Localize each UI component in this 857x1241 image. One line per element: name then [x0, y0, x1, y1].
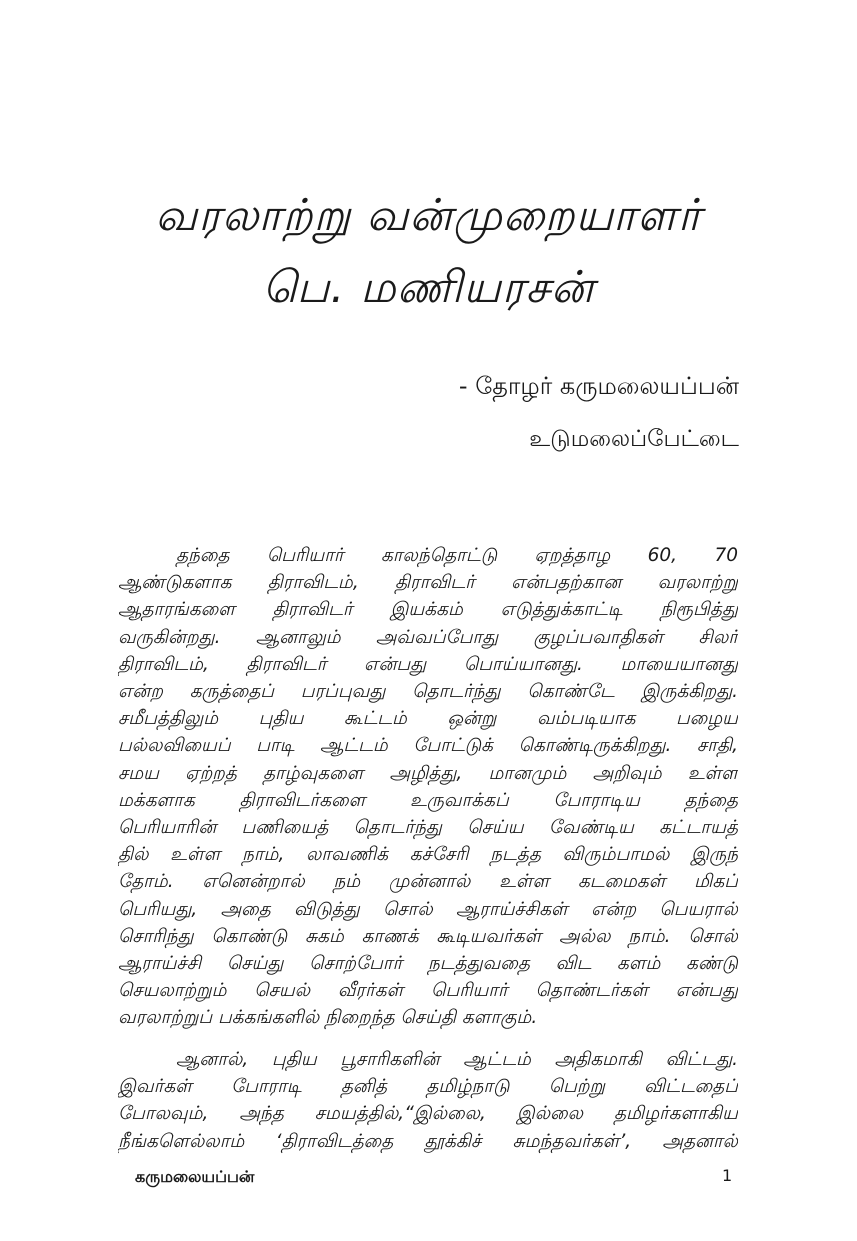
paragraph-line: செயலாற்றும் செயல் வீரர்கள் பெரியார் தொண்டர்கள் என்பது [118, 980, 738, 1002]
page-number: 1 [722, 1166, 733, 1185]
paragraph-line: போலவும், அந்த சமயத்தில்,“இல்லை, இல்லை தமிழர்களாகிய [118, 1103, 738, 1125]
paragraph-line: ஆதாரங்களை திராவிடர் இயக்கம் எடுத்துக்காட்டி நிரூபித்து [118, 599, 738, 621]
paragraph-line: திராவிடம், திராவிடர் என்பது பொய்யானது. மாயையானது [118, 653, 738, 675]
paragraph-1 [118, 542, 738, 1032]
title-line-2: பெ. மணியரசன் [262, 262, 595, 313]
paragraph-line: இவர்கள் போராடி தனித் தமிழ்நாடு பெற்று விட்டதைப் [118, 1076, 738, 1098]
paragraph-line: தில் உள்ள நாம், லாவணிக் கச்சேரி நடத்த விரும்பாமல் இருந் [118, 844, 738, 866]
paragraph-line: ஆராய்ச்சி செய்து சொற்போர் நடத்துவதை விட களம் கண்டு [118, 953, 738, 975]
paragraph-line: வருகின்றது. ஆனாலும் அவ்வப்போது குழப்பவாதிகள் சிலர் [118, 626, 738, 648]
paragraph-line: ஆனால், புதிய பூசாரிகளின் ஆட்டம் அதிகமாகி விட்டது. [176, 1049, 738, 1070]
paragraph-line: நீங்களெல்லாம் ‘திராவிடத்தை தூக்கிச் சுமந்தவர்கள்’, அதனால் [118, 1130, 738, 1152]
paragraph-line: தந்தை பெரியார் காலந்தொட்டு ஏறத்தாழ 60, 70 [176, 545, 738, 566]
title-line-1: வரலாற்று வன்முறையாளர் [155, 190, 702, 241]
paragraph-line: சமய ஏற்றத் தாழ்வுகளை அழித்து, மானமும் அறிவும் உள்ள [118, 762, 738, 784]
footer-author: கருமலையப்பன் [135, 1167, 255, 1186]
paragraph-line: வரலாற்றுப் பக்கங்களில் நிறைந்த செய்தி களாகும். [118, 1007, 538, 1029]
paragraph-line: பெரியாரின் பணியைத் தொடர்ந்து செய்ய வேண்டிய கட்டாயத் [118, 817, 738, 839]
paragraph-line: பெரியது, அதை விடுத்து சொல் ஆராய்ச்சிகள் என்ற பெயரால் [118, 898, 738, 920]
author-place: உடுமலைப்பேட்டை [529, 426, 739, 452]
paragraph-line: என்ற கருத்தைப் பரப்புவது தொடர்ந்து கொண்டே இருக்கிறது. [118, 681, 738, 703]
paragraph-line: ஆண்டுகளாக திராவிடம், திராவிடர் என்பதற்கான வரலாற்று [118, 572, 738, 594]
paragraph-2 [118, 1046, 738, 1155]
paragraph-line: தோம். எனென்றால் நம் முன்னால் உள்ள கடமைகள் மிகப் [118, 871, 738, 893]
paragraph-line: சொரிந்து கொண்டு சுகம் காணக் கூடியவர்கள் அல்ல நாம். சொல் [118, 925, 738, 947]
paragraph-line: மக்களாக திராவிடர்களை உருவாக்கப் போராடிய தந்தை [118, 789, 738, 811]
author-byline: - தோழர் கருமலையப்பன் [458, 372, 739, 400]
paragraph-line: சமீபத்திலும் புதிய கூட்டம் ஒன்று வம்படியாக பழைய [118, 708, 738, 730]
paragraph-line: பல்லவியைப் பாடி ஆட்டம் போட்டுக் கொண்டிருக்கிறது. சாதி, [118, 735, 738, 757]
